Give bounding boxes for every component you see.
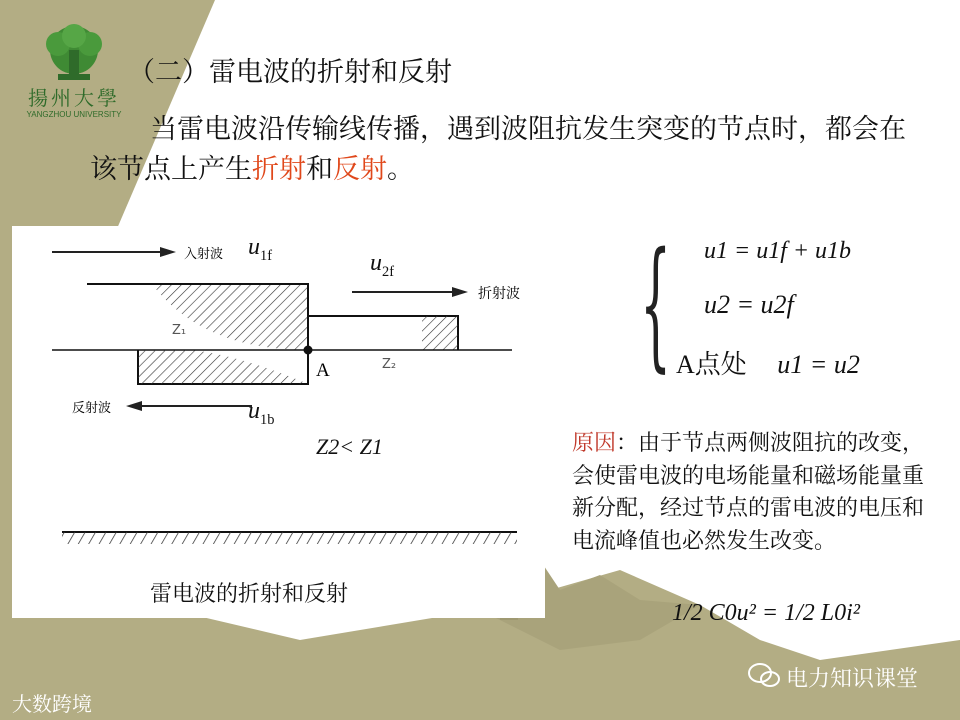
figure-caption: 雷电波的折射和反射 [150,582,349,607]
logo-chinese-text: 揚州大學 [28,86,120,110]
node-a-dot [304,346,313,355]
intro-text-3: 。 [387,154,414,185]
incident-wave-hatch [87,284,308,350]
reason-text: 由于节点两侧波阻抗的改变，会使雷电波的电场能量和磁场能量重新分配，经过节点的雷电波的电压和电流峰值也必然发生改变。 [572,431,925,554]
label-refracted: 折射波 [478,286,520,302]
intro-highlight-reflection: 反射 [333,154,387,185]
equation-1: u1 = u1f + u1b [704,238,852,264]
label-z1: Z₁ [172,323,187,338]
logo-english-text: YANGZHOU UNIVERSITY [26,110,122,119]
intro-paragraph [90,110,910,190]
equation-2: u2 = u2f [704,290,794,319]
wave-diagram [12,226,545,618]
label-u1b: $u_{1b}$ [248,398,275,428]
label-node-a: A [316,360,330,381]
reason-paragraph [572,428,932,558]
watermark-right: 电力知识课堂 [786,667,919,692]
label-incident: 入射波 [184,247,224,262]
impedance-condition: Z2< Z1 [316,434,383,459]
label-u1f: $u_{1f}$ [248,234,272,264]
tree-emblem-icon [18,22,130,84]
watermark-left: 大数跨境 [12,692,92,716]
wechat-icon [748,662,780,688]
label-u2f: $u_{2f}$ [370,250,394,280]
intro-text-2: 和 [306,154,333,185]
reason-colon: ： [616,431,639,456]
section-title: （二）雷电波的折射和反射 [128,57,452,88]
left-brace: { [640,223,672,386]
intro-text-1: 当雷电波沿传输线传播，遇到波阻抗发生突变的节点时，都会在该节点上产生 [90,114,906,185]
equation-3-body: u1 = u2 [777,350,860,379]
label-reflected: 反射波 [72,401,112,416]
equation-3 [676,344,860,381]
energy-formula: 1/2 C0u² = 1/2 L0i² [672,600,860,626]
equation-3-prefix: A点处 [676,350,747,379]
intro-highlight-refraction: 折射 [252,154,306,185]
wave-diagram-drawing [12,226,545,618]
reason-label: 原因 [572,431,617,456]
label-z2: Z₂ [382,357,397,372]
